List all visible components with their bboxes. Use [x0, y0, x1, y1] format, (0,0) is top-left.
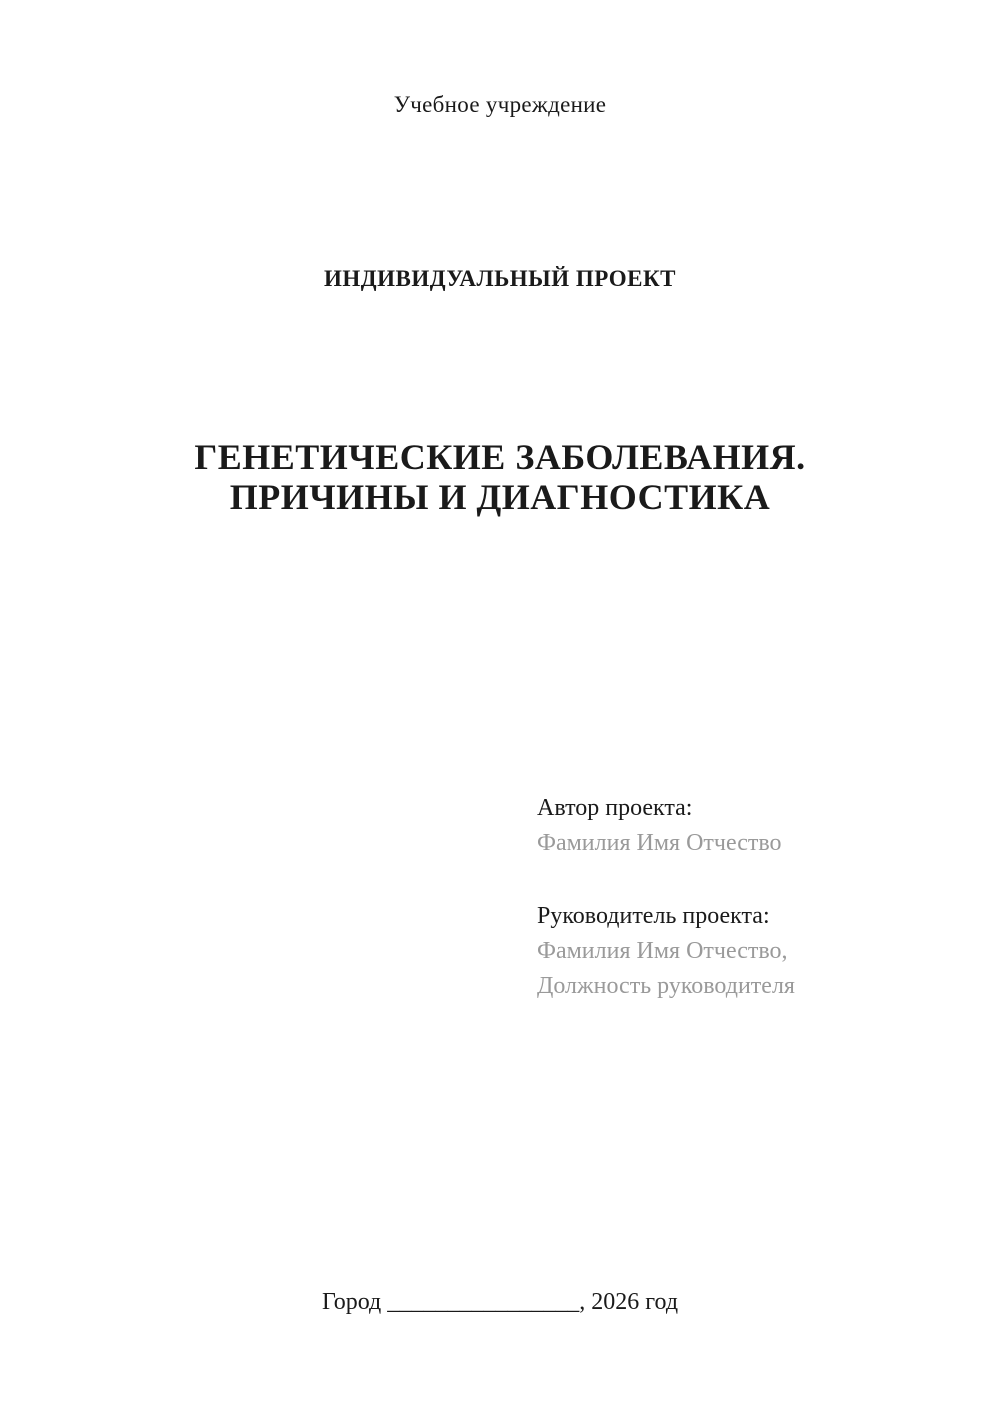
project-title-line1: ГЕНЕТИЧЕСКИЕ ЗАБОЛЕВАНИЯ. [194, 437, 806, 477]
project-title [0, 437, 1000, 517]
city-label: Город [321, 1289, 382, 1315]
city-blank-line: ________________ [387, 1289, 580, 1315]
supervisor-position-placeholder: Должность руководителя [537, 973, 795, 999]
city-year-line [0, 1289, 1000, 1316]
project-type-heading: ИНДИВИДУАЛЬНЫЙ ПРОЕКТ [324, 266, 676, 291]
author-label: Автор проекта: [537, 795, 693, 821]
supervisor-name-placeholder: Фамилия Имя Отчество, [537, 938, 788, 964]
project-title-line2: ПРИЧИНЫ И ДИАГНОСТИКА [229, 477, 771, 517]
credits-block [537, 791, 795, 1004]
credits-gap [537, 861, 795, 899]
supervisor-label: Руководитель проекта: [537, 903, 770, 929]
author-name-placeholder: Фамилия Имя Отчество [537, 830, 782, 856]
year-suffix: , 2026 год [579, 1289, 679, 1315]
institution-name: Учебное учреждение [393, 92, 607, 117]
